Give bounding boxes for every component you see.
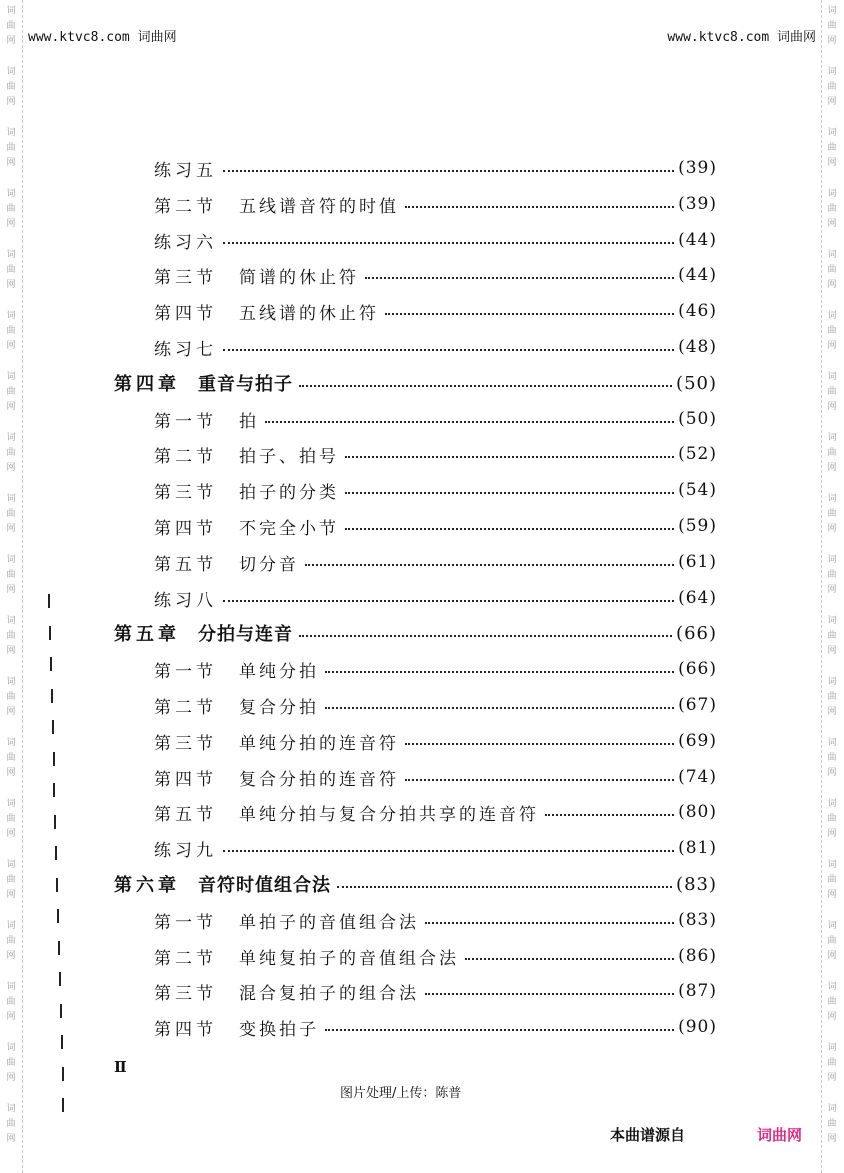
toc-entry-prefix: 第五节 (154, 804, 217, 825)
toc-dot-leader (299, 385, 672, 387)
side-watermark-text: 词 曲 网 (827, 860, 837, 900)
toc-page-number: (86) (678, 946, 717, 966)
toc-entry-title: 复合分拍 (239, 697, 319, 718)
toc-dot-leader (365, 277, 674, 279)
side-watermark-text: 词 曲 网 (6, 372, 16, 412)
toc-entry-row (154, 297, 717, 325)
toc-chapter-row (114, 619, 717, 647)
side-watermark-text: 词 曲 网 (827, 189, 837, 229)
toc-dot-leader (345, 528, 674, 530)
toc-entry-row (154, 1013, 717, 1041)
toc-entry-row (154, 154, 717, 182)
toc-dot-leader (425, 922, 674, 924)
toc-entry-title: 单纯分拍与复合分拍共享的连音符 (239, 804, 539, 825)
toc-entry-row (154, 691, 717, 719)
toc-dot-leader (465, 958, 674, 960)
toc-page-number: (44) (678, 265, 717, 285)
toc-entry-title: 五线谱音符的时值 (239, 196, 399, 217)
toc-entry-prefix: 第一节 (154, 411, 217, 432)
toc-entry-row (154, 512, 717, 540)
binding-tick-mark (49, 626, 51, 640)
toc-entry-prefix: 第三节 (154, 983, 217, 1004)
toc-entry-prefix: 第二节 (154, 446, 217, 467)
side-watermark-text: 词 曲 网 (6, 494, 16, 534)
toc-page-number: (81) (678, 838, 717, 858)
toc-entry-prefix: 第六章 (114, 875, 180, 896)
toc-entry-row (154, 584, 717, 612)
binding-tick-mark (53, 783, 55, 797)
toc-page-number: (46) (678, 301, 717, 321)
binding-tick-mark (62, 1067, 64, 1081)
side-watermark-text: 词 曲 网 (6, 6, 16, 46)
toc-entry-prefix: 第二节 (154, 196, 217, 217)
binding-tick-mark (53, 752, 55, 766)
toc-entry-row (154, 476, 717, 504)
toc-dot-leader (325, 1029, 674, 1031)
binding-tick-mark (56, 878, 58, 892)
toc-entry-row (154, 261, 717, 289)
toc-entry-row (154, 548, 717, 576)
side-watermark-text: 词 曲 网 (827, 311, 837, 351)
toc-dot-leader (223, 600, 674, 602)
binding-tick-mark (55, 846, 57, 860)
toc-entry-prefix: 第四节 (154, 1019, 217, 1040)
toc-entry-prefix: 练习六 (154, 232, 217, 253)
side-watermark-text: 词 曲 网 (6, 128, 16, 168)
toc-dot-leader (223, 349, 674, 351)
toc-dot-leader (405, 743, 674, 745)
side-watermark-text: 词 曲 网 (827, 982, 837, 1022)
side-watermark-text: 词 曲 网 (6, 677, 16, 717)
toc-entry-title: 单纯分拍的连音符 (239, 733, 399, 754)
toc-entry-row (154, 727, 717, 755)
toc-page-number: (39) (678, 158, 717, 178)
toc-entry-row (154, 190, 717, 218)
side-watermark-text: 词 曲 网 (6, 250, 16, 290)
side-watermark-text: 词 曲 网 (827, 799, 837, 839)
source-label: 本曲谱源自 (610, 1126, 686, 1144)
toc-entry-title: 分拍与连音 (198, 624, 293, 645)
toc-entry-row (154, 440, 717, 468)
binding-tick-mark (62, 1098, 64, 1112)
toc-page-number: (69) (678, 731, 717, 751)
toc-dot-leader (325, 707, 674, 709)
toc-entry-title: 简谱的休止符 (239, 267, 359, 288)
toc-entry-row (154, 977, 717, 1005)
toc-dot-leader (425, 993, 674, 995)
binding-tick-mark (60, 1004, 62, 1018)
side-watermark-text: 词 曲 网 (827, 616, 837, 656)
toc-entry-title: 复合分拍的连音符 (239, 769, 399, 790)
toc-entry-row (154, 405, 717, 433)
side-watermark-text: 词 曲 网 (6, 189, 16, 229)
side-watermark-text: 词 曲 网 (827, 128, 837, 168)
binding-tick-mark (51, 689, 53, 703)
toc-entry-row (154, 333, 717, 361)
toc-entry-title: 拍子、拍号 (239, 446, 339, 467)
toc-entry-prefix: 练习五 (154, 160, 217, 181)
toc-dot-leader (405, 779, 674, 781)
toc-page-number: (61) (678, 552, 717, 572)
toc-entry-title: 混合复拍子的组合法 (239, 983, 419, 1004)
toc-page-number: (80) (678, 802, 717, 822)
side-watermark-text: 词 曲 网 (6, 860, 16, 900)
toc-dot-leader (345, 492, 674, 494)
toc-entry-title: 重音与拍子 (198, 374, 293, 395)
side-watermark-text: 词 曲 网 (6, 67, 16, 107)
toc-entry-prefix: 第五节 (154, 554, 217, 575)
side-watermark-text: 词 曲 网 (6, 1104, 16, 1144)
binding-tick-mark (54, 815, 56, 829)
toc-page-number: (48) (678, 337, 717, 357)
toc-entry-prefix: 第三节 (154, 733, 217, 754)
toc-dot-leader (345, 456, 674, 458)
source-site-link[interactable]: 词曲网 (757, 1126, 803, 1144)
toc-dot-leader (305, 564, 674, 566)
toc-entry-title: 五线谱的休止符 (239, 303, 379, 324)
toc-page-number: (74) (678, 767, 717, 787)
toc-entry-prefix: 第三节 (154, 482, 217, 503)
toc-page-number: (59) (678, 516, 717, 536)
toc-entry-prefix: 第一节 (154, 912, 217, 933)
toc-page-number: (83) (676, 873, 717, 895)
toc-entry-row (154, 834, 717, 862)
toc-page-number: (50) (678, 409, 717, 429)
binding-tick-mark (59, 972, 61, 986)
toc-dot-leader (299, 635, 672, 637)
upload-credit: 图片处理/上传：陈普 (340, 1086, 462, 1101)
toc-page-number: (66) (678, 659, 717, 679)
toc-page-number: (52) (678, 444, 717, 464)
toc-entry-prefix: 第二节 (154, 697, 217, 718)
side-watermark-text: 词 曲 网 (6, 1043, 16, 1083)
toc-entry-prefix: 第四节 (154, 769, 217, 790)
binding-tick-mark (61, 1035, 63, 1049)
toc-page-number: (66) (676, 622, 717, 644)
toc-entry-row (154, 798, 717, 826)
toc-chapter-row (114, 369, 717, 397)
toc-dot-leader (405, 206, 674, 208)
side-watermark-text: 词 曲 网 (827, 67, 837, 107)
side-watermark-text: 词 曲 网 (827, 6, 837, 46)
toc-page-number: (54) (678, 480, 717, 500)
toc-page-number: (39) (678, 194, 717, 214)
toc-page-number: (90) (678, 1017, 717, 1037)
toc-entry-title: 切分音 (239, 554, 299, 575)
toc-entry-prefix: 第四节 (154, 303, 217, 324)
toc-entry-prefix: 练习八 (154, 590, 217, 611)
toc-entry-prefix: 练习七 (154, 339, 217, 360)
toc-page-number: (67) (678, 695, 717, 715)
toc-entry-title: 不完全小节 (239, 518, 339, 539)
side-watermark-text: 词 曲 网 (827, 555, 837, 595)
binding-tick-mark (50, 657, 52, 671)
page-number: Ⅱ (114, 1058, 127, 1076)
toc-entry-prefix: 第四节 (154, 518, 217, 539)
toc-dot-leader (223, 242, 674, 244)
toc-page-number: (50) (676, 372, 717, 394)
toc-entry-prefix: 第一节 (154, 661, 217, 682)
toc-entry-row (154, 906, 717, 934)
toc-page-number: (83) (678, 910, 717, 930)
toc-page-number: (87) (678, 981, 717, 1001)
side-watermark-text: 词 曲 网 (827, 372, 837, 412)
side-watermark-text: 词 曲 网 (827, 921, 837, 961)
toc-entry-prefix: 第三节 (154, 267, 217, 288)
binding-tick-mark (48, 594, 50, 608)
side-watermark-text: 词 曲 网 (827, 677, 837, 717)
toc-dot-leader (325, 671, 674, 673)
toc-entry-prefix: 第二节 (154, 948, 217, 969)
side-watermark-text: 词 曲 网 (827, 250, 837, 290)
side-watermark-text: 词 曲 网 (827, 1104, 837, 1144)
toc-dot-leader (223, 850, 674, 852)
toc-entry-row (154, 655, 717, 683)
toc-dot-leader (385, 313, 674, 315)
toc-entry-prefix: 练习九 (154, 840, 217, 861)
toc-dot-leader (545, 814, 674, 816)
toc-page-number: (44) (678, 230, 717, 250)
top-right-watermark: www.ktvc8.com 词曲网 (667, 30, 816, 45)
toc-chapter-row (114, 870, 717, 898)
side-watermark-text: 词 曲 网 (6, 799, 16, 839)
side-watermark-text: 词 曲 网 (6, 616, 16, 656)
side-watermark-text: 词 曲 网 (6, 555, 16, 595)
binding-tick-mark (57, 909, 59, 923)
top-left-watermark: www.ktvc8.com 词曲网 (28, 30, 177, 45)
toc-entry-title: 变换拍子 (239, 1019, 319, 1040)
toc-entry-title: 拍子的分类 (239, 482, 339, 503)
toc-dot-leader (223, 170, 674, 172)
toc-entry-title: 音符时值组合法 (198, 875, 331, 896)
side-watermark-text: 词 曲 网 (6, 311, 16, 351)
side-watermark-text: 词 曲 网 (827, 738, 837, 778)
toc-entry-title: 单纯复拍子的音值组合法 (239, 948, 459, 969)
side-watermark-text: 词 曲 网 (6, 738, 16, 778)
side-watermark-text: 词 曲 网 (827, 494, 837, 534)
binding-tick-mark (58, 941, 60, 955)
side-watermark-text: 词 曲 网 (6, 921, 16, 961)
toc-entry-row (154, 226, 717, 254)
toc-dot-leader (337, 886, 672, 888)
toc-entry-row (154, 942, 717, 970)
side-watermark-text: 词 曲 网 (6, 433, 16, 473)
toc-entry-title: 单纯分拍 (239, 661, 319, 682)
toc-entry-prefix: 第四章 (114, 374, 180, 395)
toc-entry-row (154, 763, 717, 791)
toc-entry-title: 单拍子的音值组合法 (239, 912, 419, 933)
toc-entry-title: 拍 (239, 411, 259, 432)
toc-page-number: (64) (678, 588, 717, 608)
toc-dot-leader (265, 421, 674, 423)
side-watermark-text: 词 曲 网 (827, 1043, 837, 1083)
side-watermark-text: 词 曲 网 (827, 433, 837, 473)
binding-tick-mark (52, 720, 54, 734)
toc-entry-prefix: 第五章 (114, 624, 180, 645)
side-watermark-text: 词 曲 网 (6, 982, 16, 1022)
